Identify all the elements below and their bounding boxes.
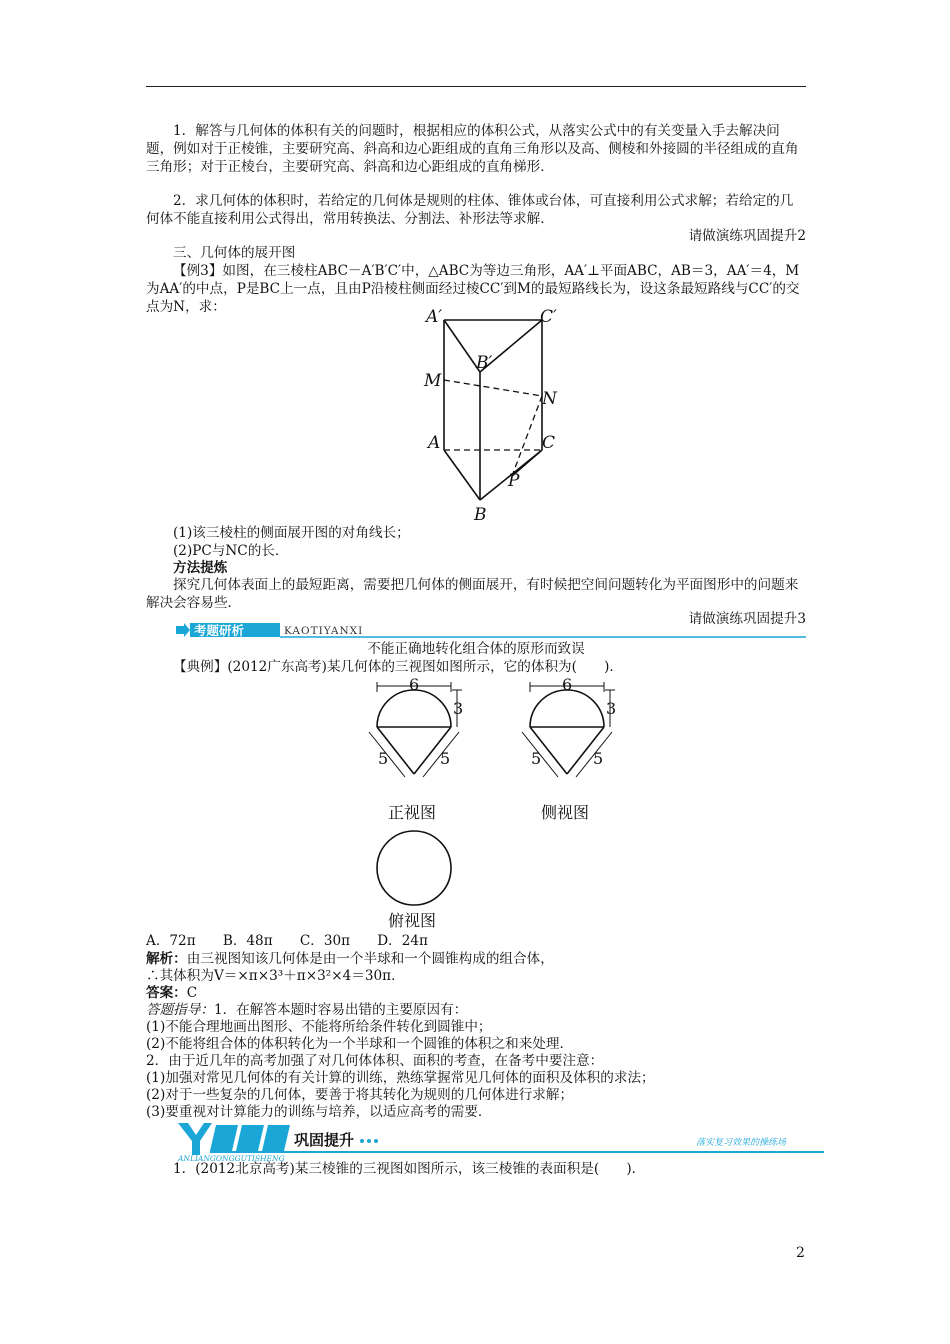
method-text: 探究几何体表面上的最短距离，需要把几何体的侧面展开，有时候把空间问题转化为平面图形中的问题来解决会容易些．	[146, 577, 799, 611]
page-number: 2	[796, 1245, 805, 1261]
top-view-figure	[360, 826, 470, 934]
guide-1b: (2)不能将组合体的体积转化为一个半球和一个圆锥的体积之和来处理．	[146, 1036, 574, 1052]
front-view-figure	[360, 674, 470, 824]
label-C: C	[542, 433, 556, 453]
question-2: (2)PC与NC的长．	[173, 543, 289, 559]
side-view-label: 侧视图	[541, 803, 590, 822]
kaotiyanxi-banner	[176, 622, 806, 638]
side-dim-5-right: 5	[593, 749, 604, 768]
guide-2: 2．由于近几年的高考加强了对几何体体积、面积的考查，在备考中要注意：	[146, 1053, 604, 1069]
side-dim-3: 3	[606, 699, 617, 718]
typical-example: 【典例】(2012广东高考)某几何体的三视图如图所示，它的体积为( )．	[173, 659, 624, 675]
guide-2b: (2)对于一些复杂的几何体，要善于将其转化为规则的几何体进行求解；	[146, 1087, 574, 1103]
side-dim-5-left: 5	[531, 749, 542, 768]
analysis-line-1	[146, 950, 806, 968]
guide-2a: (1)加强对常见几何体的有关计算的训练，熟练掌握常见几何体的面积及体积的求法；	[146, 1070, 655, 1086]
label-C1: C′	[540, 307, 557, 327]
front-view-label: 正视图	[388, 803, 437, 822]
side-view-figure	[513, 674, 623, 824]
exercise-1: 1．(2012北京高考)某三棱锥的三视图如图所示，该三棱锥的表面积是( )．	[173, 1161, 646, 1177]
gonggu-banner	[176, 1121, 824, 1161]
answer-value: C	[186, 985, 198, 1001]
arrow-icon	[176, 623, 190, 637]
label-N: N	[542, 389, 557, 409]
banner1-title: 考题研析	[194, 623, 245, 638]
analysis-label: 解析：	[146, 951, 187, 967]
error-title: 不能正确地转化组合体的原形而致误	[367, 641, 585, 657]
banner1-subtitle: KAOTIYANXI	[284, 625, 364, 637]
practice-link-3[interactable]: 请做演练巩固提升3	[688, 611, 806, 627]
practice-link-2[interactable]: 请做演练巩固提升2	[688, 228, 806, 244]
paragraph-volume-1: 1．解答与几何体的体积有关的问题时，根据相应的体积公式，从落实公式中的有关变量入手去解决问题，例如对于正棱锥，主要研究高、斜高和边心距组成的直角三角形以及高、侧棱和外接圆的半径组成的直角三角形；对于正棱台，主要研究高、斜高和边心距组成的直角梯形．	[146, 123, 799, 175]
analysis-line-2: ∴其体积为V＝×π×3³＋π×3²×4＝30π．	[146, 968, 405, 984]
side-dim-6: 6	[562, 675, 573, 694]
top-view-label: 俯视图	[388, 911, 437, 930]
answer-line	[146, 984, 806, 1002]
guide-1a: (1)不能合理地画出图形、不能将所给条件转化到圆锥中；	[146, 1019, 492, 1035]
answer-label: 答案：	[146, 985, 187, 1001]
guide-1: 1．在解答本题时容易出错的主要原因有：	[213, 1002, 468, 1018]
guide-line-1	[146, 1001, 806, 1019]
guide-2c: (3)要重视对计算能力的训练与培养，以适应高考的需要．	[146, 1104, 492, 1120]
label-B1: B′	[476, 353, 493, 373]
label-A1: A′	[426, 307, 443, 327]
front-dim-6: 6	[409, 675, 420, 694]
guide-label: 答题指导：	[146, 1002, 214, 1018]
front-dim-5-right: 5	[440, 749, 451, 768]
banner2-slogan: 落实复习效果的操练场	[696, 1138, 787, 1148]
banner2-title: 巩固提升	[294, 1131, 355, 1149]
prism-figure	[418, 300, 568, 524]
header-rule	[146, 86, 806, 87]
paragraph-volume-2: 2．求几何体的体积时，若给定的几何体是规则的柱体、锥体或台体，可直接利用公式求解；若给定的几何体不能直接利用公式得出，常用转换法、分割法、补形法等求解．	[146, 193, 794, 227]
label-A: A	[428, 433, 441, 453]
question-1: (1)该三棱柱的侧面展开图的对角线长；	[173, 525, 410, 541]
front-dim-5-left: 5	[378, 749, 389, 768]
example-3-text: 【例3】如图，在三棱柱ABC－A′B′C′中，△ABC为等边三角形，AA′⊥平面ABC，AB＝3，AA′＝4，M为AA′的中点，P是BC上一点，且由P沿棱柱侧面经过棱CC′到M的最短路线长为，设这条最短路线与CC′的交点为N，求：	[146, 263, 800, 315]
label-P: P	[508, 471, 520, 491]
section-heading-3: 三、几何体的展开图	[173, 245, 296, 261]
method-title: 方法提炼	[173, 560, 228, 576]
analysis-text: 由三视图知该几何体是由一个半球和一个圆锥构成的组合体，	[186, 951, 554, 967]
label-B: B	[474, 505, 487, 524]
front-dim-3: 3	[453, 699, 464, 718]
banner2-subtitle: ANLIANGONGGUTISHENG	[178, 1154, 285, 1161]
y-logo-icon	[178, 1123, 212, 1155]
label-M: M	[424, 371, 442, 391]
answer-choices: A．72π B．48π C．30π D．24π	[146, 933, 428, 949]
